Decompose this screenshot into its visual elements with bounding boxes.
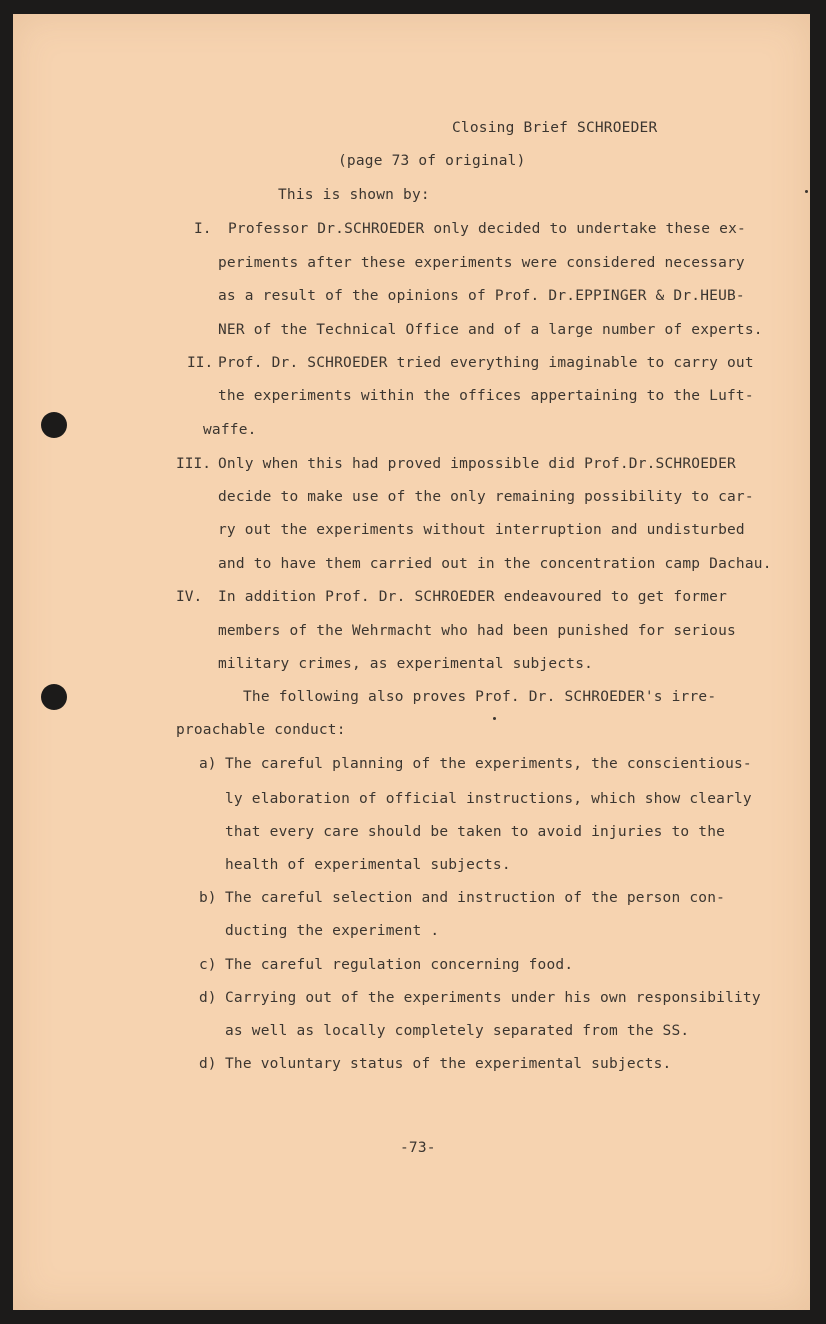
item-line: ducting the experiment .	[225, 923, 440, 939]
point-line: decide to make use of the only remaining possibility to car-	[218, 489, 754, 505]
item-line: Carrying out of the experiments under his own responsibility	[225, 990, 761, 1006]
item-label: a)	[199, 756, 217, 772]
ink-speck	[493, 717, 496, 720]
point-line: In addition Prof. Dr. SCHROEDER endeavoured to get former	[218, 589, 727, 605]
point-line: NER of the Technical Office and of a large number of experts.	[218, 322, 763, 338]
conduct-intro-line: The following also proves Prof. Dr. SCHROEDER's irre-	[243, 689, 717, 705]
point-line: the experiments within the offices appertaining to the Luft-	[218, 388, 754, 404]
item-line: The careful planning of the experiments, the conscientious-	[225, 756, 752, 772]
point-line: ry out the experiments without interruption and undisturbed	[218, 522, 745, 538]
item-label: d)	[199, 1056, 217, 1072]
ink-speck	[805, 190, 808, 193]
punch-hole	[41, 412, 67, 438]
point-line: as a result of the opinions of Prof. Dr.EPPINGER & Dr.HEUB-	[218, 288, 745, 304]
item-label: c)	[199, 957, 217, 973]
document-title: Closing Brief SCHROEDER	[452, 120, 658, 136]
point-number: IV.	[176, 589, 203, 605]
page-number: -73-	[400, 1140, 436, 1156]
intro-text: This is shown by:	[278, 187, 430, 203]
item-line: ly elaboration of official instructions, which show clearly	[225, 791, 752, 807]
point-line: members of the Wehrmacht who had been punished for serious	[218, 623, 736, 639]
point-number: I.	[194, 221, 212, 237]
item-line: that every care should be taken to avoid injuries to the	[225, 824, 726, 840]
point-line: waffe.	[203, 422, 257, 438]
punch-hole	[41, 684, 67, 710]
point-line: and to have them carried out in the concentration camp Dachau.	[218, 556, 772, 572]
point-line: Professor Dr.SCHROEDER only decided to undertake these ex-	[228, 221, 746, 237]
item-line: The careful selection and instruction of the person con-	[225, 890, 726, 906]
point-number: II.	[187, 355, 214, 371]
point-line: periments after these experiments were considered necessary	[218, 255, 745, 271]
point-line: Prof. Dr. SCHROEDER tried everything imaginable to carry out	[218, 355, 754, 371]
item-line: as well as locally completely separated from the SS.	[225, 1023, 690, 1039]
item-label: b)	[199, 890, 217, 906]
item-label: d)	[199, 990, 217, 1006]
item-line: The careful regulation concerning food.	[225, 957, 574, 973]
point-line: military crimes, as experimental subjects.	[218, 656, 594, 672]
point-line: Only when this had proved impossible did Prof.Dr.SCHROEDER	[218, 456, 736, 472]
page-reference: (page 73 of original)	[338, 153, 526, 169]
item-line: health of experimental subjects.	[225, 857, 511, 873]
conduct-intro-line: proachable conduct:	[176, 722, 346, 738]
point-number: III.	[176, 456, 211, 472]
item-line: The voluntary status of the experimental subjects.	[225, 1056, 672, 1072]
